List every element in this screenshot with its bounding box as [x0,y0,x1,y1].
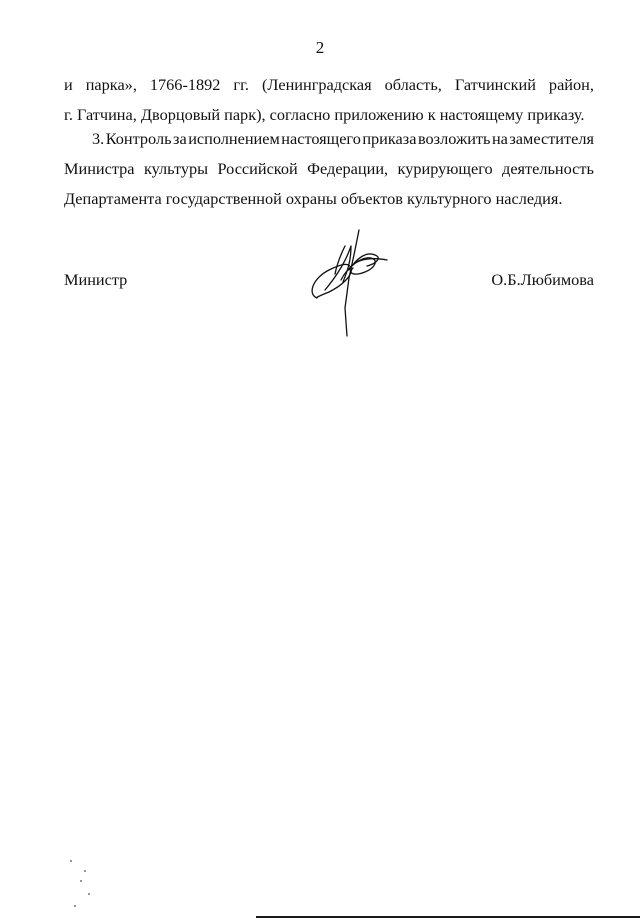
page-number: 2 [315,38,325,57]
word: за [173,129,187,148]
word: Федерации, [307,159,389,178]
paragraph-1-line-1 [64,70,594,100]
word: Гатчинский [454,75,536,94]
paragraph-2-line-1 [64,124,594,154]
word: приказа [362,129,417,148]
word: парка», [85,75,137,94]
scan-speck [74,905,76,907]
signatory-name: О.Б.Любимова [491,270,594,289]
signatory-title: Министр [64,270,128,289]
word: гг. [233,75,249,94]
word: исполнением [188,129,280,148]
word: область, [384,75,442,94]
word: деятельность [502,159,594,178]
paragraph-1 [64,70,594,130]
word: курирующего [397,159,493,178]
word: 3. [92,129,105,148]
scan-speck [80,880,82,882]
word: настоящего [281,129,361,148]
paragraph-2-line-2 [64,154,594,184]
scan-edge-line [256,916,640,918]
word: на [491,129,508,148]
word: (Ленинградская [261,75,372,94]
scan-speck [84,870,86,872]
word: 1766-1892 [149,75,221,94]
word: заместителя [509,129,594,148]
paragraph-2-line-3: Департамента государственной охраны объектов культурного наследия. [64,189,563,208]
scan-speck [70,860,72,862]
word: Министра [64,159,135,178]
scan-speck [88,893,90,895]
paragraph-2 [64,124,594,214]
word: возложить [417,129,491,148]
word: район, [548,75,594,94]
paragraph-1-line-2: г. Гатчина, Дворцовый парк), согласно приложению к настоящему приказу. [64,105,585,124]
word: культуры [143,159,209,178]
word: и [64,75,73,94]
word: Российской [217,159,298,178]
word: Контроль [105,129,172,148]
handwritten-signature [305,228,395,340]
